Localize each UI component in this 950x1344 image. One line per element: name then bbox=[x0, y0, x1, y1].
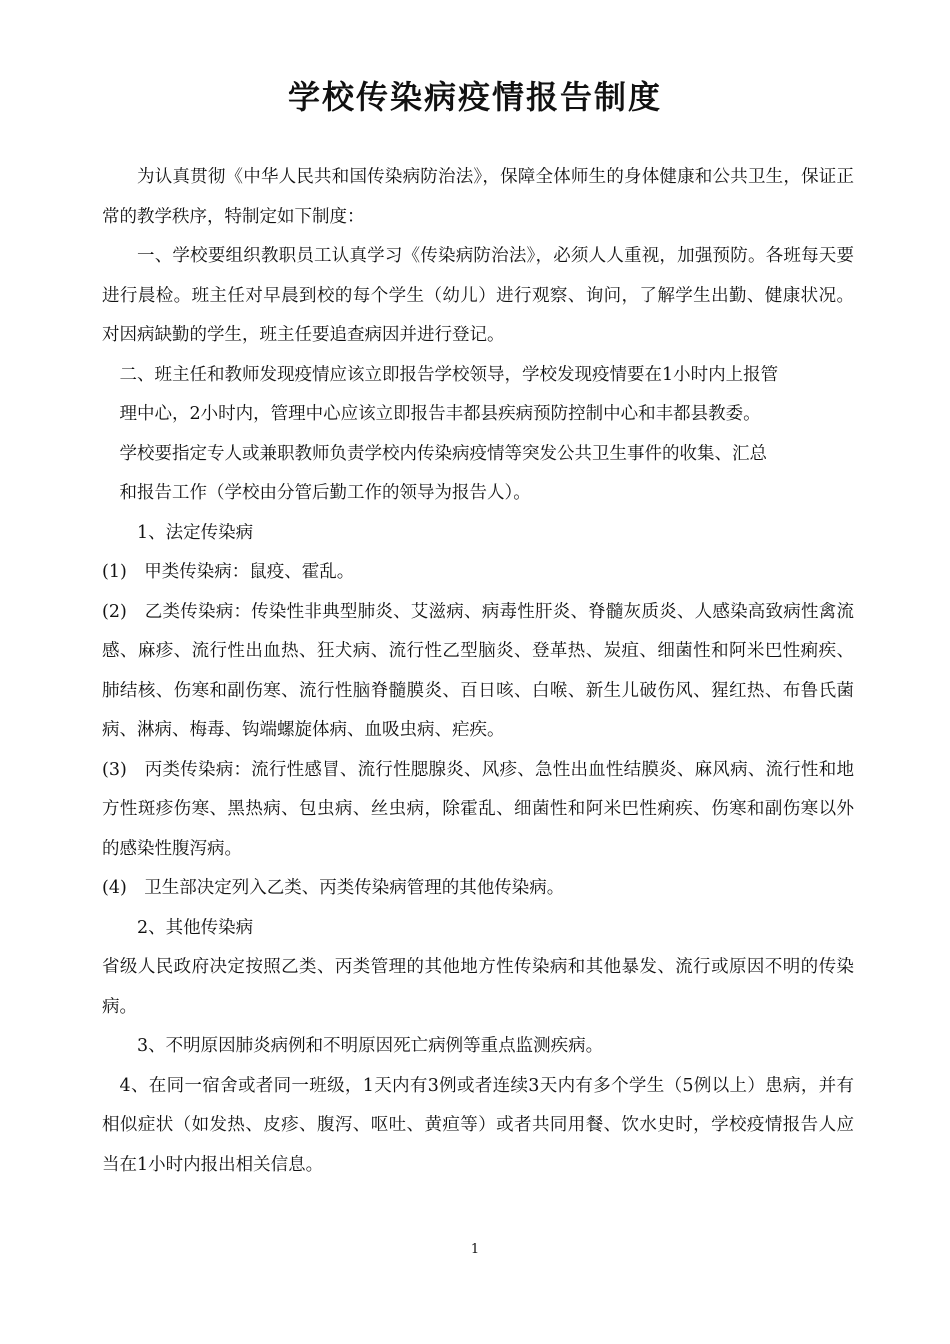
section-two-line-2: 理中心，2小时内，管理中心应该立即报告丰都县疾病预防控制中心和丰都县教委。 bbox=[119, 404, 761, 424]
class-c-diseases: (3) 丙类传染病：流行性感冒、流行性腮腺炎、风疹、急性出血性结膜炎、麻风病、流行性和地方性斑疹伤寒、黑热病、包虫病、丝虫病，除霍乱、细菌性和阿米巴性痢疾、伤寒和副伤寒以外的感染性腹泻病。 bbox=[102, 759, 854, 859]
document-title: 学校传染病疫情报告制度 bbox=[287, 78, 662, 116]
other-diseases-heading: 2、其他传染病 bbox=[137, 917, 254, 938]
section-two-line-3: 学校要指定专人或兼职教师负责学校内传染病疫情等突发公共卫生事件的收集、汇总 bbox=[119, 443, 767, 464]
class-b-diseases: (2) 乙类传染病：传染性非典型肺炎、艾滋病、病毒性肝炎、脊髓灰质炎、人感染高致病性禽流感、麻疹、流行性出血热、狂犬病、流行性乙型脑炎、登革热、炭疽、细菌性和阿米巴性痢疾、肺结核、伤寒和副伤寒、流行性脑脊髓膜炎、百日咳、白喉、新生儿破伤风、猩红热、布鲁氏菌病、淋病、梅毒、钩端螺旋体病、血吸虫病、疟疾。 bbox=[102, 601, 854, 740]
section-two-line-1: 二、班主任和教师发现疫情应该立即报告学校领导，学校发现疫情要在1小时内上报管 bbox=[119, 364, 779, 385]
section-one-paragraph: 一、学校要组织教职员工认真学习《传染病防治法》，必须人人重视，加强预防。各班每天要进行晨检。班主任对早晨到校的每个学生（幼儿）进行观察、询问，了解学生出勤、健康状况。对因病缺勤的学生，班主任要追查病因并进行登记。 bbox=[102, 246, 854, 345]
document-body bbox=[102, 158, 854, 1185]
other-diseases-text: 省级人民政府决定按照乙类、丙类管理的其他地方性传染病和其他暴发、流行或原因不明的传染病。 bbox=[102, 957, 854, 1017]
outbreak-reporting-rule: 4、在同一宿舍或者同一班级，1天内有3例或者连续3天内有多个学生（5例以上）患病，并有相似症状（如发热、皮疹、腹泻、呕吐、黄疸等）或者共同用餐、饮水史时，学校疫情报告人应当在1小时内报出相关信息。 bbox=[102, 1075, 854, 1175]
other-ministry-diseases: (4) 卫生部决定列入乙类、丙类传染病管理的其他传染病。 bbox=[102, 878, 565, 898]
legal-diseases-heading: 1、法定传染病 bbox=[137, 522, 254, 543]
monitored-diseases: 3、不明原因肺炎病例和不明原因死亡病例等重点监测疾病。 bbox=[137, 1036, 604, 1056]
section-two-line-4: 和报告工作（学校由分管后勤工作的领导为报告人）。 bbox=[119, 483, 531, 503]
page-number: 1 bbox=[470, 1242, 480, 1257]
class-a-diseases: (1) 甲类传染病：鼠疫、霍乱。 bbox=[102, 562, 355, 582]
intro-paragraph: 为认真贯彻《中华人民共和国传染病防治法》，保障全体师生的身体健康和公共卫生，保证正常的教学秩序，特制定如下制度： bbox=[102, 167, 854, 227]
